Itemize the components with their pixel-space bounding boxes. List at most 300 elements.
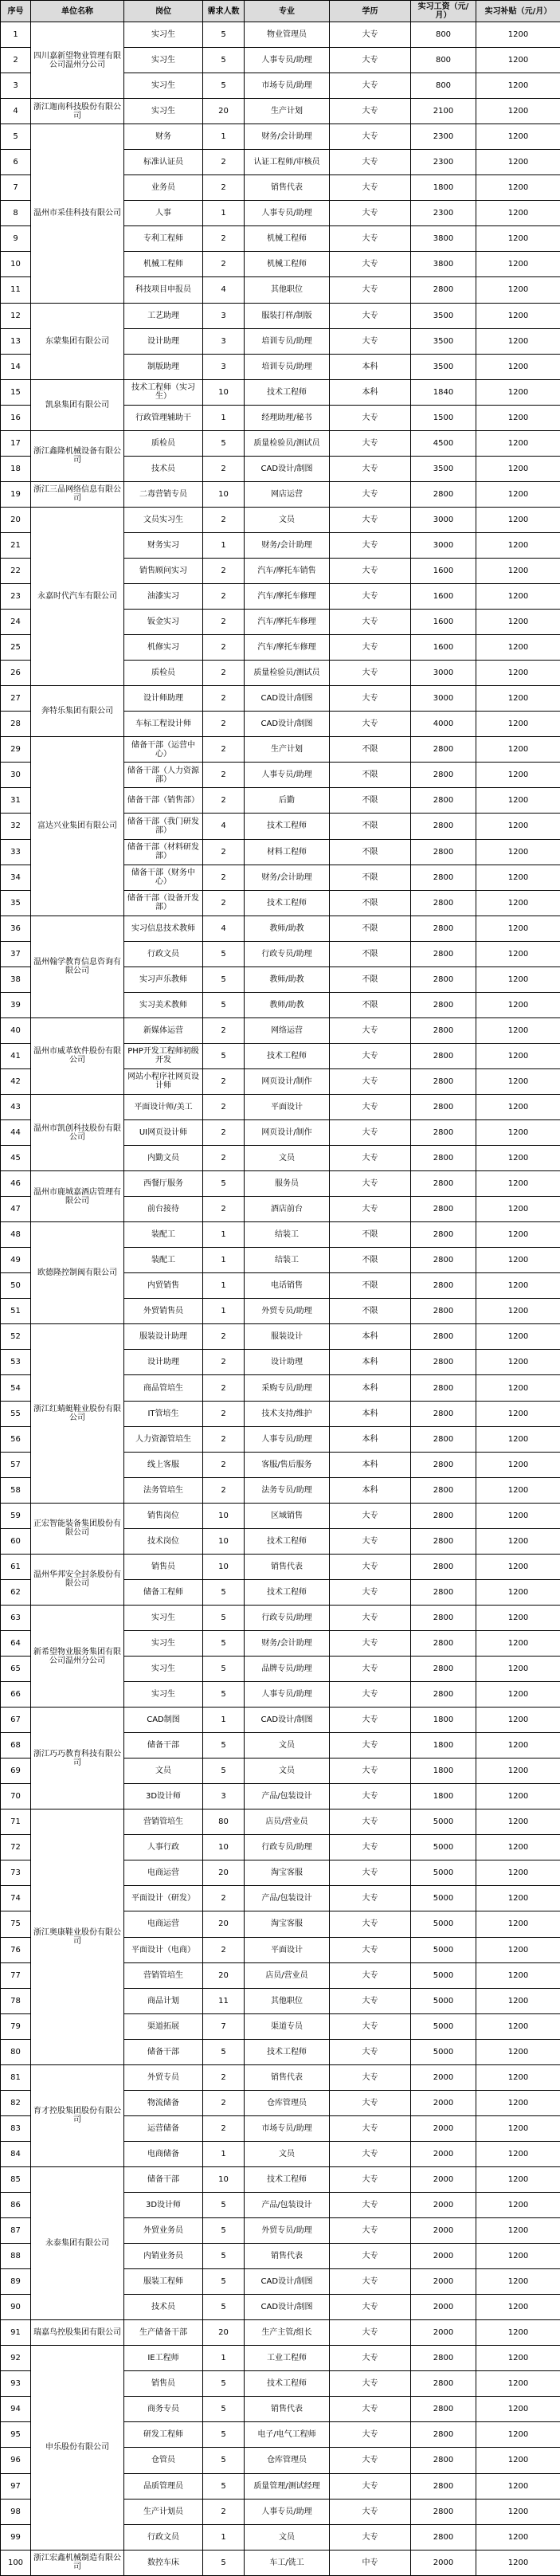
row-seq: 20 bbox=[1, 507, 31, 532]
row-seq: 54 bbox=[1, 1375, 31, 1401]
row-subsidy: 1200 bbox=[476, 1017, 560, 1043]
row-seq: 11 bbox=[1, 277, 31, 303]
row-headcount: 5 bbox=[203, 1759, 245, 1784]
row-subsidy: 1200 bbox=[476, 124, 560, 150]
row-headcount: 5 bbox=[203, 1043, 245, 1068]
row-headcount: 4 bbox=[203, 277, 245, 303]
row-headcount: 5 bbox=[203, 992, 245, 1017]
row-subsidy: 1200 bbox=[476, 1273, 560, 1299]
row-position: IT管培生 bbox=[124, 1401, 203, 1426]
row-position: 外贸业务员 bbox=[124, 2218, 203, 2244]
row-major: 材料工程师 bbox=[245, 839, 330, 865]
row-subsidy: 1200 bbox=[476, 73, 560, 99]
row-salary: 1600 bbox=[411, 558, 476, 583]
row-subsidy: 1200 bbox=[476, 1068, 560, 1094]
row-headcount: 5 bbox=[203, 2473, 245, 2499]
row-salary: 3800 bbox=[411, 226, 476, 252]
row-education: 本科 bbox=[330, 354, 411, 379]
row-education: 大专 bbox=[330, 201, 411, 226]
row-education: 大专 bbox=[330, 1911, 411, 1937]
row-major: 服装设计 bbox=[245, 1324, 330, 1350]
row-major: 财务/会计助理 bbox=[245, 532, 330, 558]
row-headcount: 1 bbox=[203, 1248, 245, 1273]
row-education: 大专 bbox=[330, 1860, 411, 1886]
table-row bbox=[1, 507, 560, 532]
row-seq: 5 bbox=[1, 124, 31, 150]
row-subsidy: 1200 bbox=[476, 2218, 560, 2244]
row-seq: 67 bbox=[1, 1708, 31, 1733]
row-salary: 3000 bbox=[411, 532, 476, 558]
row-seq: 43 bbox=[1, 1094, 31, 1119]
row-subsidy: 1200 bbox=[476, 303, 560, 328]
row-major: 其他职位 bbox=[245, 1988, 330, 2013]
row-headcount: 2 bbox=[203, 1120, 245, 1146]
row-headcount: 1 bbox=[203, 2141, 245, 2166]
row-major: 汽车/摩托车修理 bbox=[245, 584, 330, 610]
row-education: 大专 bbox=[330, 2473, 411, 2499]
row-salary: 2800 bbox=[411, 941, 476, 966]
row-headcount: 2 bbox=[203, 2499, 245, 2524]
row-position: 平面设计（研发） bbox=[124, 1886, 203, 1911]
row-major: 仓库管理员 bbox=[245, 2448, 330, 2473]
row-seq: 22 bbox=[1, 558, 31, 583]
row-headcount: 2 bbox=[203, 1094, 245, 1119]
row-position: 实习美术教师 bbox=[124, 992, 203, 1017]
row-subsidy: 1200 bbox=[476, 2397, 560, 2422]
row-position: 技术岗位 bbox=[124, 1528, 203, 1554]
row-headcount: 1 bbox=[203, 2524, 245, 2550]
row-position: 3D设计师 bbox=[124, 2192, 203, 2217]
row-salary: 2800 bbox=[411, 839, 476, 865]
row-position: 品质管理员 bbox=[124, 2473, 203, 2499]
row-major: 后勤 bbox=[245, 788, 330, 814]
row-headcount: 10 bbox=[203, 1528, 245, 1554]
row-salary: 2000 bbox=[411, 2064, 476, 2090]
row-position: 电商运营 bbox=[124, 1911, 203, 1937]
row-subsidy: 1200 bbox=[476, 1630, 560, 1656]
row-headcount: 5 bbox=[203, 1657, 245, 1682]
row-education: 大专 bbox=[330, 2269, 411, 2295]
row-education: 大专 bbox=[330, 1886, 411, 1911]
row-headcount: 2 bbox=[203, 1937, 245, 1962]
row-salary: 2800 bbox=[411, 2448, 476, 2473]
row-position: 设计师助理 bbox=[124, 686, 203, 712]
row-salary: 3500 bbox=[411, 456, 476, 481]
row-headcount: 1 bbox=[203, 1222, 245, 1248]
row-position: 储备干部（销售部） bbox=[124, 788, 203, 814]
table-row bbox=[1, 1094, 560, 1119]
table-row bbox=[1, 1503, 560, 1528]
row-headcount: 2 bbox=[203, 661, 245, 686]
row-position: 网站小程序社网页设计师 bbox=[124, 1068, 203, 1094]
row-position: 实习信息技术教师 bbox=[124, 916, 203, 941]
row-education: 大专 bbox=[330, 1809, 411, 1835]
row-headcount: 5 bbox=[203, 2295, 245, 2320]
row-position: PHP开发工程师初级开发 bbox=[124, 1043, 203, 1068]
row-headcount: 2 bbox=[203, 1017, 245, 1043]
row-headcount: 20 bbox=[203, 1860, 245, 1886]
row-subsidy: 1200 bbox=[476, 814, 560, 839]
row-company: 浙江巧巧教育科技有限公司 bbox=[31, 1708, 124, 1809]
row-education: 不限 bbox=[330, 814, 411, 839]
row-company: 育才控股集团股份有限公司 bbox=[31, 2064, 124, 2166]
table-row bbox=[1, 2550, 560, 2575]
row-headcount: 2 bbox=[203, 1324, 245, 1350]
row-seq: 28 bbox=[1, 712, 31, 737]
row-subsidy: 1200 bbox=[476, 1120, 560, 1146]
row-position: 储备干部 bbox=[124, 1733, 203, 1759]
row-education: 大专 bbox=[330, 303, 411, 328]
row-position: 财务 bbox=[124, 124, 203, 150]
row-salary: 2800 bbox=[411, 788, 476, 814]
row-subsidy: 1200 bbox=[476, 1579, 560, 1605]
row-subsidy: 1200 bbox=[476, 2192, 560, 2217]
row-education: 大专 bbox=[330, 1962, 411, 1988]
row-position: 业务员 bbox=[124, 175, 203, 201]
row-major: 人事专员/助理 bbox=[245, 1426, 330, 1452]
row-subsidy: 1200 bbox=[476, 2115, 560, 2141]
row-salary: 2800 bbox=[411, 1171, 476, 1197]
row-headcount: 20 bbox=[203, 99, 245, 124]
row-major: 教师/助教 bbox=[245, 916, 330, 941]
row-position: 研发工程师 bbox=[124, 2422, 203, 2448]
row-seq: 13 bbox=[1, 328, 31, 354]
row-headcount: 10 bbox=[203, 379, 245, 405]
row-headcount: 2 bbox=[203, 456, 245, 481]
row-education: 大专 bbox=[330, 1094, 411, 1119]
row-education: 大专 bbox=[330, 150, 411, 175]
row-salary: 2800 bbox=[411, 1426, 476, 1452]
row-major: 行政专员/助理 bbox=[245, 1605, 330, 1630]
row-subsidy: 1200 bbox=[476, 1759, 560, 1784]
row-headcount: 10 bbox=[203, 1554, 245, 1579]
row-seq: 83 bbox=[1, 2115, 31, 2141]
row-headcount: 7 bbox=[203, 2013, 245, 2039]
row-position: 法务管培生 bbox=[124, 1477, 203, 1503]
row-headcount: 1 bbox=[203, 1708, 245, 1733]
row-company: 浙江红蜻蜓鞋业股份有限公司 bbox=[31, 1324, 124, 1503]
row-position: 销售员 bbox=[124, 2371, 203, 2397]
row-seq: 64 bbox=[1, 1630, 31, 1656]
row-major: 店员/营业员 bbox=[245, 1809, 330, 1835]
row-seq: 77 bbox=[1, 1962, 31, 1988]
table-row bbox=[1, 1809, 560, 1835]
row-seq: 100 bbox=[1, 2550, 31, 2575]
row-education: 大专 bbox=[330, 2295, 411, 2320]
row-headcount: 4 bbox=[203, 814, 245, 839]
row-major: 技术工程师 bbox=[245, 379, 330, 405]
row-headcount: 1 bbox=[203, 124, 245, 150]
row-major: CAD设计/制图 bbox=[245, 456, 330, 481]
row-subsidy: 1200 bbox=[476, 1401, 560, 1426]
row-position: 技术工程师（实习生） bbox=[124, 379, 203, 405]
row-seq: 7 bbox=[1, 175, 31, 201]
row-position: 科技项目申报员 bbox=[124, 277, 203, 303]
row-headcount: 2 bbox=[203, 635, 245, 661]
row-education: 大专 bbox=[330, 2064, 411, 2090]
row-salary: 3000 bbox=[411, 507, 476, 532]
row-company: 凯泉集团有限公司 bbox=[31, 379, 124, 430]
row-major: 产品/包装设计 bbox=[245, 2192, 330, 2217]
row-major: 技术工程师 bbox=[245, 1528, 330, 1554]
row-seq: 4 bbox=[1, 99, 31, 124]
row-major: 文员 bbox=[245, 507, 330, 532]
row-major: 外贸专员/助理 bbox=[245, 2218, 330, 2244]
row-seq: 75 bbox=[1, 1911, 31, 1937]
row-education: 不限 bbox=[330, 865, 411, 890]
row-position: 渠道拓展 bbox=[124, 2013, 203, 2039]
row-company: 浙江宏鑫机械制造有限公司 bbox=[31, 2550, 124, 2575]
row-headcount: 3 bbox=[203, 354, 245, 379]
row-headcount: 2 bbox=[203, 1068, 245, 1094]
row-major: 文员 bbox=[245, 1733, 330, 1759]
row-education: 大专 bbox=[330, 1017, 411, 1043]
row-salary: 5000 bbox=[411, 1809, 476, 1835]
row-major: 渠道专员 bbox=[245, 2013, 330, 2039]
row-salary: 3500 bbox=[411, 354, 476, 379]
row-education: 大专 bbox=[330, 2141, 411, 2166]
row-education: 大专 bbox=[330, 2013, 411, 2039]
row-education: 大专 bbox=[330, 1068, 411, 1094]
row-salary: 2800 bbox=[411, 277, 476, 303]
row-salary: 5000 bbox=[411, 1937, 476, 1962]
row-subsidy: 1200 bbox=[476, 1299, 560, 1324]
row-seq: 24 bbox=[1, 610, 31, 635]
row-education: 大专 bbox=[330, 2371, 411, 2397]
row-position: 实习生 bbox=[124, 1682, 203, 1708]
row-seq: 2 bbox=[1, 48, 31, 73]
row-salary: 2800 bbox=[411, 1248, 476, 1273]
row-salary: 2800 bbox=[411, 2371, 476, 2397]
row-subsidy: 1200 bbox=[476, 1222, 560, 1248]
row-subsidy: 1200 bbox=[476, 2141, 560, 2166]
row-position: 内贸销售 bbox=[124, 1273, 203, 1299]
row-education: 不限 bbox=[330, 1273, 411, 1299]
row-major: 产品/包装设计 bbox=[245, 1886, 330, 1911]
row-position: 仓管员 bbox=[124, 2448, 203, 2473]
row-seq: 94 bbox=[1, 2397, 31, 2422]
row-salary: 2800 bbox=[411, 1120, 476, 1146]
row-education: 大专 bbox=[330, 277, 411, 303]
row-subsidy: 1200 bbox=[476, 2371, 560, 2397]
row-headcount: 5 bbox=[203, 1630, 245, 1656]
row-position: 行政文员 bbox=[124, 941, 203, 966]
row-education: 本科 bbox=[330, 1375, 411, 1401]
row-company: 正宏智能装备集团股份有限公司 bbox=[31, 1503, 124, 1554]
row-major: 服装打样/制版 bbox=[245, 303, 330, 328]
row-headcount: 5 bbox=[203, 941, 245, 966]
row-education: 大专 bbox=[330, 507, 411, 532]
row-company: 温州市鹿城嘉酒店管理有限公司 bbox=[31, 1171, 124, 1222]
row-subsidy: 1200 bbox=[476, 1426, 560, 1452]
row-headcount: 11 bbox=[203, 1988, 245, 2013]
row-seq: 74 bbox=[1, 1886, 31, 1911]
row-position: 钣金实习 bbox=[124, 610, 203, 635]
row-education: 大专 bbox=[330, 48, 411, 73]
row-subsidy: 1200 bbox=[476, 686, 560, 712]
row-seq: 27 bbox=[1, 686, 31, 712]
table-row bbox=[1, 737, 560, 763]
table-row bbox=[1, 1605, 560, 1630]
row-seq: 90 bbox=[1, 2295, 31, 2320]
row-headcount: 2 bbox=[203, 1886, 245, 1911]
row-education: 本科 bbox=[330, 1452, 411, 1477]
row-salary: 2800 bbox=[411, 992, 476, 1017]
row-major: 销售代表 bbox=[245, 175, 330, 201]
row-major: CAD设计/制图 bbox=[245, 2269, 330, 2295]
row-education: 不限 bbox=[330, 966, 411, 992]
row-subsidy: 1200 bbox=[476, 481, 560, 507]
row-salary: 1800 bbox=[411, 1708, 476, 1733]
row-position: 油漆实习 bbox=[124, 584, 203, 610]
row-major: 生产计划 bbox=[245, 737, 330, 763]
row-salary: 2800 bbox=[411, 966, 476, 992]
row-subsidy: 1200 bbox=[476, 1962, 560, 1988]
row-salary: 2800 bbox=[411, 763, 476, 788]
row-headcount: 5 bbox=[203, 2397, 245, 2422]
row-salary: 2800 bbox=[411, 2524, 476, 2550]
table-row bbox=[1, 1708, 560, 1733]
row-seq: 12 bbox=[1, 303, 31, 328]
row-company: 东蒙集团有限公司 bbox=[31, 303, 124, 379]
row-education: 大专 bbox=[330, 2039, 411, 2064]
row-seq: 46 bbox=[1, 1171, 31, 1197]
row-major: 技术工程师 bbox=[245, 2039, 330, 2064]
row-position: 机修实习 bbox=[124, 635, 203, 661]
row-headcount: 10 bbox=[203, 2166, 245, 2192]
row-headcount: 2 bbox=[203, 2115, 245, 2141]
row-headcount: 5 bbox=[203, 1605, 245, 1630]
row-salary: 2800 bbox=[411, 916, 476, 941]
row-education: 大专 bbox=[330, 2422, 411, 2448]
row-headcount: 2 bbox=[203, 1452, 245, 1477]
row-position: 生产计划员 bbox=[124, 2499, 203, 2524]
row-headcount: 20 bbox=[203, 2320, 245, 2346]
row-position: 技术员 bbox=[124, 2295, 203, 2320]
row-position: 服装工程师 bbox=[124, 2269, 203, 2295]
row-salary: 5000 bbox=[411, 1988, 476, 2013]
row-position: 储备工程师 bbox=[124, 1579, 203, 1605]
row-position: 文员实习生 bbox=[124, 507, 203, 532]
table-row bbox=[1, 2166, 560, 2192]
row-position: 营销管培生 bbox=[124, 1809, 203, 1835]
row-headcount: 4 bbox=[203, 916, 245, 941]
row-education: 大专 bbox=[330, 1528, 411, 1554]
row-subsidy: 1200 bbox=[476, 2320, 560, 2346]
row-headcount: 5 bbox=[203, 2550, 245, 2575]
row-education: 大专 bbox=[330, 712, 411, 737]
row-subsidy: 1200 bbox=[476, 1503, 560, 1528]
row-company: 瑞嘉鸟控股集团有限公司 bbox=[31, 2320, 124, 2346]
row-seq: 41 bbox=[1, 1043, 31, 1068]
row-education: 本科 bbox=[330, 1401, 411, 1426]
row-major: 质量检验员/测试员 bbox=[245, 430, 330, 456]
row-salary: 1800 bbox=[411, 175, 476, 201]
table-row bbox=[1, 124, 560, 150]
row-education: 大专 bbox=[330, 73, 411, 99]
row-position: 专利工程师 bbox=[124, 226, 203, 252]
row-subsidy: 1200 bbox=[476, 788, 560, 814]
row-subsidy: 1200 bbox=[476, 2499, 560, 2524]
row-major: 服务员 bbox=[245, 1171, 330, 1197]
row-subsidy: 1200 bbox=[476, 2524, 560, 2550]
row-subsidy: 1200 bbox=[476, 328, 560, 354]
row-salary: 2800 bbox=[411, 737, 476, 763]
row-major: 平面设计 bbox=[245, 1937, 330, 1962]
row-seq: 93 bbox=[1, 2371, 31, 2397]
row-major: 外贸专员/助理 bbox=[245, 1299, 330, 1324]
row-position: 3D设计师 bbox=[124, 1784, 203, 1809]
row-subsidy: 1200 bbox=[476, 277, 560, 303]
row-position: 平面设计师/美工 bbox=[124, 1094, 203, 1119]
row-headcount: 2 bbox=[203, 865, 245, 890]
row-salary: 2800 bbox=[411, 1630, 476, 1656]
row-major: 生产主管/组长 bbox=[245, 2320, 330, 2346]
header-salary: 实习工资（元/月） bbox=[411, 1, 476, 22]
row-major: 网店运营 bbox=[245, 481, 330, 507]
row-position: 电商储备 bbox=[124, 2141, 203, 2166]
row-education: 不限 bbox=[330, 916, 411, 941]
row-major: 质量检验员/测试员 bbox=[245, 661, 330, 686]
row-education: 大专 bbox=[330, 635, 411, 661]
row-salary: 4000 bbox=[411, 712, 476, 737]
row-company: 浙江三品网络信息有限公司 bbox=[31, 481, 124, 507]
row-headcount: 5 bbox=[203, 2244, 245, 2269]
row-salary: 2000 bbox=[411, 2192, 476, 2217]
row-education: 不限 bbox=[330, 763, 411, 788]
row-salary: 2800 bbox=[411, 1197, 476, 1222]
row-major: 文员 bbox=[245, 1146, 330, 1171]
row-salary: 2800 bbox=[411, 2346, 476, 2371]
row-seq: 21 bbox=[1, 532, 31, 558]
row-education: 大专 bbox=[330, 584, 411, 610]
row-headcount: 5 bbox=[203, 430, 245, 456]
row-position: 行政文员 bbox=[124, 2524, 203, 2550]
row-major: 技术工程师 bbox=[245, 2166, 330, 2192]
row-headcount: 1 bbox=[203, 1273, 245, 1299]
row-headcount: 3 bbox=[203, 303, 245, 328]
row-seq: 42 bbox=[1, 1068, 31, 1094]
row-education: 大专 bbox=[330, 2192, 411, 2217]
row-seq: 81 bbox=[1, 2064, 31, 2090]
row-seq: 44 bbox=[1, 1120, 31, 1146]
row-education: 大专 bbox=[330, 2346, 411, 2371]
header-position: 岗位 bbox=[124, 1, 203, 22]
row-education: 不限 bbox=[330, 1248, 411, 1273]
row-seq: 8 bbox=[1, 201, 31, 226]
row-subsidy: 1200 bbox=[476, 712, 560, 737]
row-major: 淘宝客服 bbox=[245, 1860, 330, 1886]
row-position: 储备干部（材料研发部） bbox=[124, 839, 203, 865]
row-seq: 26 bbox=[1, 661, 31, 686]
row-position: UI网页设计师 bbox=[124, 1120, 203, 1146]
row-salary: 800 bbox=[411, 73, 476, 99]
row-major: 网页设计/制作 bbox=[245, 1120, 330, 1146]
row-subsidy: 1200 bbox=[476, 150, 560, 175]
row-subsidy: 1200 bbox=[476, 1554, 560, 1579]
table-row bbox=[1, 686, 560, 712]
row-subsidy: 1200 bbox=[476, 1043, 560, 1068]
row-subsidy: 1200 bbox=[476, 252, 560, 277]
row-subsidy: 1200 bbox=[476, 584, 560, 610]
row-headcount: 1 bbox=[203, 201, 245, 226]
row-major: 店员/营业员 bbox=[245, 1962, 330, 1988]
row-subsidy: 1200 bbox=[476, 2448, 560, 2473]
row-headcount: 1 bbox=[203, 405, 245, 430]
row-position: 装配工 bbox=[124, 1248, 203, 1273]
row-position: IE工程师 bbox=[124, 2346, 203, 2371]
row-subsidy: 1200 bbox=[476, 941, 560, 966]
